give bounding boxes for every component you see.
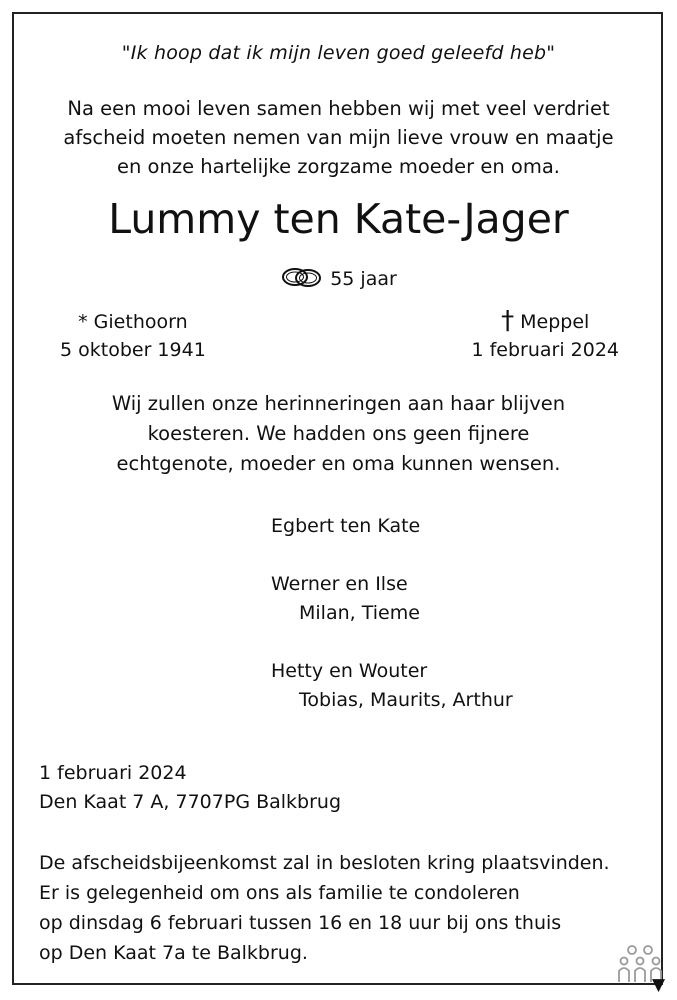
child-family: Hetty en Wouter (271, 660, 428, 682)
tribute-text (0, 389, 677, 479)
birth-date: 5 oktober 1941 (60, 339, 206, 361)
arrow-down-icon[interactable]: ▼ (652, 975, 666, 995)
birth-info (60, 308, 206, 364)
intro-line: afscheid moeten nemen van mijn lieve vrouw en maatje (63, 126, 614, 149)
correspondence-address: Den Kaat 7 A, 7707PG Balkbrug (39, 791, 342, 813)
tribute-line: echtgenote, moeder en oma kunnen wensen. (116, 452, 561, 475)
married-years: 55 jaar (330, 268, 397, 290)
death-place: Meppel (520, 311, 590, 333)
death-date: 1 februari 2024 (471, 339, 619, 361)
intro-line: en onze hartelijke zorgzame moeder en oma. (116, 155, 561, 178)
closing-line: De afscheidsbijeenkomst zal in besloten kring plaatsvinden. (39, 852, 610, 874)
closing-line: op dinsdag 6 februari tussen 16 en 18 uur bij ons thuis (39, 912, 562, 934)
wedding-rings-icon (280, 266, 324, 288)
family-list (271, 512, 513, 715)
birth-place: * Giethoorn (78, 311, 188, 333)
announcement-date: 1 februari 2024 (39, 762, 187, 784)
closing-text (39, 848, 610, 968)
intro-line: Na een mooi leven samen hebben wij met veel verdriet (67, 97, 610, 120)
married-duration (0, 266, 677, 290)
spouse-name: Egbert ten Kate (271, 515, 421, 537)
grandchildren: Tobias, Maurits, Arthur (299, 689, 513, 711)
death-info (471, 308, 619, 364)
place-and-date (39, 759, 341, 817)
grandchildren: Milan, Tieme (299, 602, 420, 624)
cross-icon: † (501, 306, 515, 336)
closing-line: op Den Kaat 7a te Balkbrug. (39, 942, 308, 964)
tribute-line: Wij zullen onze herinneringen aan haar blijven (111, 392, 566, 415)
child-family: Werner en Ilse (271, 573, 408, 595)
closing-line: Er is gelegenheid om ons als familie te condoleren (39, 882, 520, 904)
intro-text (0, 94, 677, 181)
tribute-line: koesteren. We hadden ons geen fijnere (147, 422, 530, 445)
deceased-name: Lummy ten Kate-Jager (108, 195, 569, 243)
opening-quote: "Ik hoop dat ik mijn leven goed geleefd heb" (121, 42, 556, 64)
